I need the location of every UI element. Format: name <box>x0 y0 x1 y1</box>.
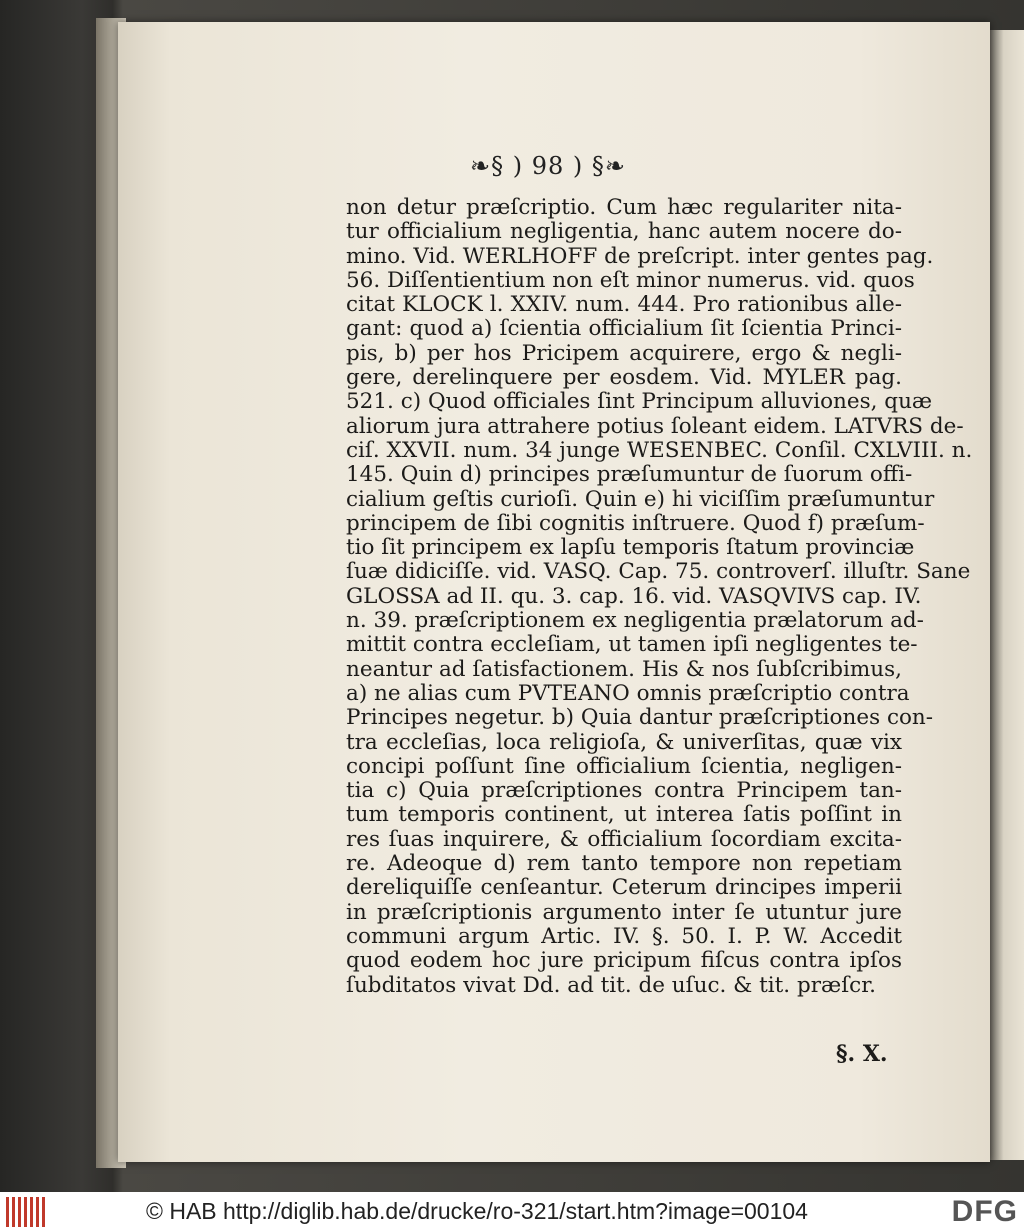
text-line: pis, b) per hos Pricipem acquirere, ergo & negli- <box>346 340 902 366</box>
attribution-link[interactable]: © HAB http://diglib.hab.de/drucke/ro-321/start.htm?image=00104 <box>146 1198 808 1224</box>
text-line: tum temporis continent, ut interea ſatis poſſint in <box>346 802 902 828</box>
text-line: aliorum jura attrahere potius ſoleant eidem. LATVRS de- <box>346 413 964 439</box>
hab-logo-icon <box>6 1197 46 1227</box>
text-line: tia c) Quia præſcriptiones contra Principem tan- <box>346 778 902 804</box>
text-line: non detur præſcriptio. Cum hæc regulariter nita- <box>346 195 902 220</box>
text-line: tra eccleſias, loca religioſa, & univerſitas, quæ vix <box>346 729 902 755</box>
text-line: tio ſit principem ex lapſu temporis ſtatum provinciæ <box>346 535 915 561</box>
text-line: in præſcriptionis argumento inter ſe utuntur jure <box>346 899 902 925</box>
text-line: 56. Diſſentientium non eſt minor numerus. vid. quos <box>346 267 915 293</box>
text-line: re. Adeoque d) rem tanto tempore non repetiam <box>346 851 902 877</box>
text-line: a) ne alias cum PVTEANO omnis præſcriptio contra <box>346 680 910 706</box>
text-line: 521. c) Quod officiales ſint Principum alluviones, quæ <box>346 389 933 415</box>
text-line: n. 39. præſcriptionem ex negligentia prælatorum ad- <box>346 608 924 634</box>
text-line: gant: quod a) ſcientia officialium ſit ſcientia Princi- <box>346 316 902 342</box>
catchword: §. X. <box>836 1041 888 1067</box>
text-line: citat KLOCK l. XXIV. num. 444. Pro rationibus alle- <box>346 292 902 318</box>
text-line: dereliquiſſe cenſeantur. Ceterum drincipes imperii <box>346 875 902 901</box>
text-line: GLOSSA ad II. qu. 3. cap. 16. vid. VASQVIVS cap. IV. <box>346 583 922 609</box>
text-line: tur officialium negligentia, hanc autem nocere do- <box>346 219 902 245</box>
text-line: neantur ad ſatisfactionem. His & nos ſubſcribimus, <box>346 656 902 682</box>
dfg-logo: DFG <box>951 1195 1018 1228</box>
text-line: res ſuas inquirere, & officialium ſocordiam excita- <box>346 826 902 852</box>
text-line: mino. Vid. WERLHOFF de preſcript. inter gentes pag. <box>346 243 934 269</box>
page-edge-right <box>990 30 1024 1160</box>
text-line: cialium geſtis curioſi. Quin e) hi viciſſim præſumuntur <box>346 486 935 512</box>
text-line: mittit contra eccleſiam, ut tamen ipſi negligentes te- <box>346 632 918 658</box>
text-line: ſubditatos vivat Dd. ad tit. de uſuc. & tit. præſcr. <box>346 972 876 998</box>
page-header: ❧§ ) 98 ) §❧ <box>470 152 626 180</box>
footer-bar <box>0 1192 1024 1232</box>
text-line: gere, derelinquere per eosdem. Vid. MYLER pag. <box>346 365 902 391</box>
text-line: communi argum Artic. IV. §. 50. I. P. W. Accedit <box>346 923 902 949</box>
text-line: ſuæ didiciſſe. vid. VASQ. Cap. 75. controverſ. illuſtr. Sane <box>346 559 971 585</box>
page-body <box>346 195 973 998</box>
text-line: principem de ſibi cognitis inſtruere. Quod f) præſum- <box>346 510 925 536</box>
text-line: concipi poſſunt ſine officialium ſcientia, negligen- <box>346 753 902 779</box>
text-line: quod eodem hoc jure pricipum fiſcus contra ipſos <box>346 948 902 974</box>
text-line: Principes negetur. b) Quia dantur præſcriptiones con- <box>346 705 934 731</box>
text-line: ciſ. XXVII. num. 34 junge WESENBEC. Conſil. CXLVIII. n. <box>346 437 973 463</box>
text-line: 145. Quin d) principes præſumuntur de ſuorum offi- <box>346 462 913 488</box>
